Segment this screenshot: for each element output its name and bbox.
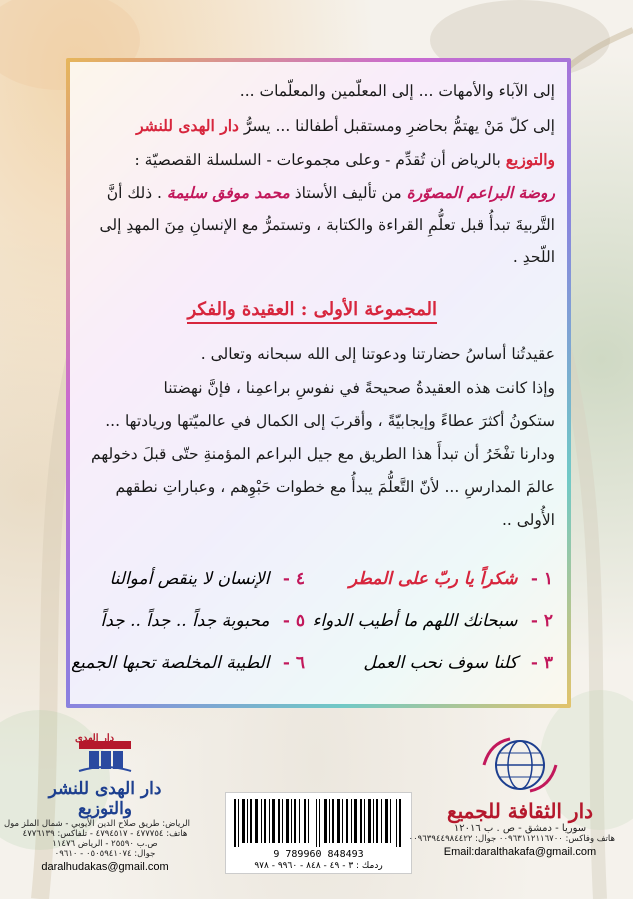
book-number: ٦ - bbox=[282, 653, 305, 673]
intro-line-2 bbox=[85, 116, 555, 135]
book-title: شكراً يا ربّ على المطر bbox=[348, 569, 518, 589]
book-title: الطيبة المخلصة تحبها الجميع bbox=[71, 653, 270, 673]
content-panel bbox=[70, 62, 567, 704]
publisher-email: Email:daralthakafa@gmail.com bbox=[443, 846, 597, 858]
book-item bbox=[101, 611, 305, 631]
barcode-bars bbox=[234, 799, 402, 847]
intro-line-4 bbox=[85, 183, 555, 202]
book-title: الإنسان لا ينقص أموالنا bbox=[109, 569, 270, 589]
section-heading-text: المجموعة الأولى : العقيدة والفكر bbox=[187, 299, 437, 320]
book-number: ٣ - bbox=[530, 653, 553, 673]
barcode bbox=[225, 792, 412, 874]
logo-text: دار الهدى bbox=[75, 733, 115, 744]
book-item bbox=[349, 569, 553, 589]
intro-line: التَّربيةَ تبدأُ قبل تعلُّمِ القراءة والكتابة ، وتستمرُّ مع الإنسانِ مِنَ المهدِ إلى bbox=[99, 216, 555, 234]
intro-line: اللّحدِ . bbox=[512, 248, 555, 266]
intro-text: إلى كلّ مَنْ يهتمُّ بحاضرِ ومستقبل أطفالنا ... يسرُّ bbox=[243, 117, 555, 135]
series-name: روضة البراعم المصوّرة bbox=[406, 183, 555, 202]
intro-line-3 bbox=[85, 150, 555, 169]
book-title: كلنا سوف نحب العمل bbox=[363, 653, 518, 673]
right-publisher bbox=[408, 735, 615, 858]
body-line: عقيدتُنا أساسُ حضارتنا ودعوتنا إلى الله سبحانه وتعالى . bbox=[200, 345, 555, 363]
publisher-inline: دار الهدى للنشر bbox=[136, 116, 239, 135]
left-publisher bbox=[3, 733, 190, 873]
book-number: ٤ - bbox=[282, 569, 305, 589]
publisher-phone: هاتف: ٤٧٧٧٥٤ - ٤٧٩٤٥١٧ - تلفاكس: ٤٧٧٦١٣٩ bbox=[22, 829, 188, 839]
book-item bbox=[363, 653, 553, 673]
book-number: ٥ - bbox=[282, 611, 305, 631]
publisher-address: سوريا - دمشق - ص . ب ١٢٠١٦ bbox=[453, 823, 587, 834]
intro-text: . ذلك أنَّ bbox=[106, 184, 162, 202]
book-title: سبحانك اللهم ما أطيب الدواء bbox=[312, 611, 518, 631]
globe-logo-icon bbox=[480, 735, 560, 795]
book-item bbox=[312, 611, 553, 631]
body-line: ستكونُ أكثرَ عطاءً وإيجابيّةً ، وأقربَ إلى الكمال في عالميّتها وريادتها ... bbox=[105, 412, 555, 430]
author-name: محمد موفق سليمة bbox=[166, 183, 290, 202]
publisher-name: دار الهدى للنشر والتوزيع bbox=[48, 779, 162, 819]
book-title: محبوبة جداً .. جداً .. جداً bbox=[100, 611, 270, 631]
intro-line: إلى الآباء والأمهات ... إلى المعلّمين والمعلّمات ... bbox=[239, 82, 555, 100]
publisher-pobox: ص.ب ٢٥٥٩٠ - الرياض ١١٤٧٦ bbox=[52, 839, 158, 849]
publisher-phone: هاتف وفاكس: ٠٠٩٦٣١١٢١١٦٧٠٠ جوال: ٠٠٩٦٣٩٤٤٩٨٤٤٢٢ bbox=[408, 834, 615, 844]
intro-text: من تأليف الأستاذ bbox=[294, 184, 402, 202]
book-number: ١ - bbox=[530, 569, 553, 589]
intro-text: بالرياض أن تُقدِّم - وعلى مجموعات - السلسلة القصصيّة : bbox=[134, 151, 501, 169]
content-frame bbox=[66, 58, 571, 708]
publisher-mobile: جوال: ٠٥٠٥٩٤١٠٧٤ - ٠٩٦١٠ bbox=[54, 849, 156, 859]
book-item bbox=[109, 569, 305, 589]
body-line: عالمَ المدارسِ ... لأنّ التَّعلُّمَ يبدأُ مع خطوات حَبْوِهم ، وعباراتِ نطقهم bbox=[115, 478, 555, 496]
publisher-address: الرياض: طريق صلاح الدين الأيوبي - شمال الملز مول bbox=[3, 819, 190, 829]
isbn-number: 9 789960 848493 bbox=[273, 849, 364, 860]
publisher-inline-b: والتوزيع bbox=[505, 150, 555, 169]
heading-underline bbox=[187, 322, 437, 324]
body-line: الأُولى .. bbox=[501, 511, 555, 529]
book-item bbox=[71, 653, 305, 673]
body-line: وإذا كانت هذه العقيدةُ صحيحةً في نفوسِ براعمِنا ، فإنَّ نهضتنا bbox=[163, 379, 555, 397]
publisher-email: daralhudakas@gmail.com bbox=[41, 861, 169, 873]
book-number: ٢ - bbox=[530, 611, 553, 631]
publisher-name: دار الثقافة للجميع bbox=[446, 799, 594, 823]
isbn-registration: ردمك : ٣ - ٤٩ - ٨٤٨ - ٩٩٦٠ - ٩٧٨ bbox=[254, 861, 383, 871]
section-heading bbox=[187, 299, 437, 324]
body-line: ودارنا تفْخَرُ أن تبدأَ هذا الطريق مع جيل البراعم المؤمنةِ حتّى قبلَ دخولهم bbox=[91, 445, 555, 463]
